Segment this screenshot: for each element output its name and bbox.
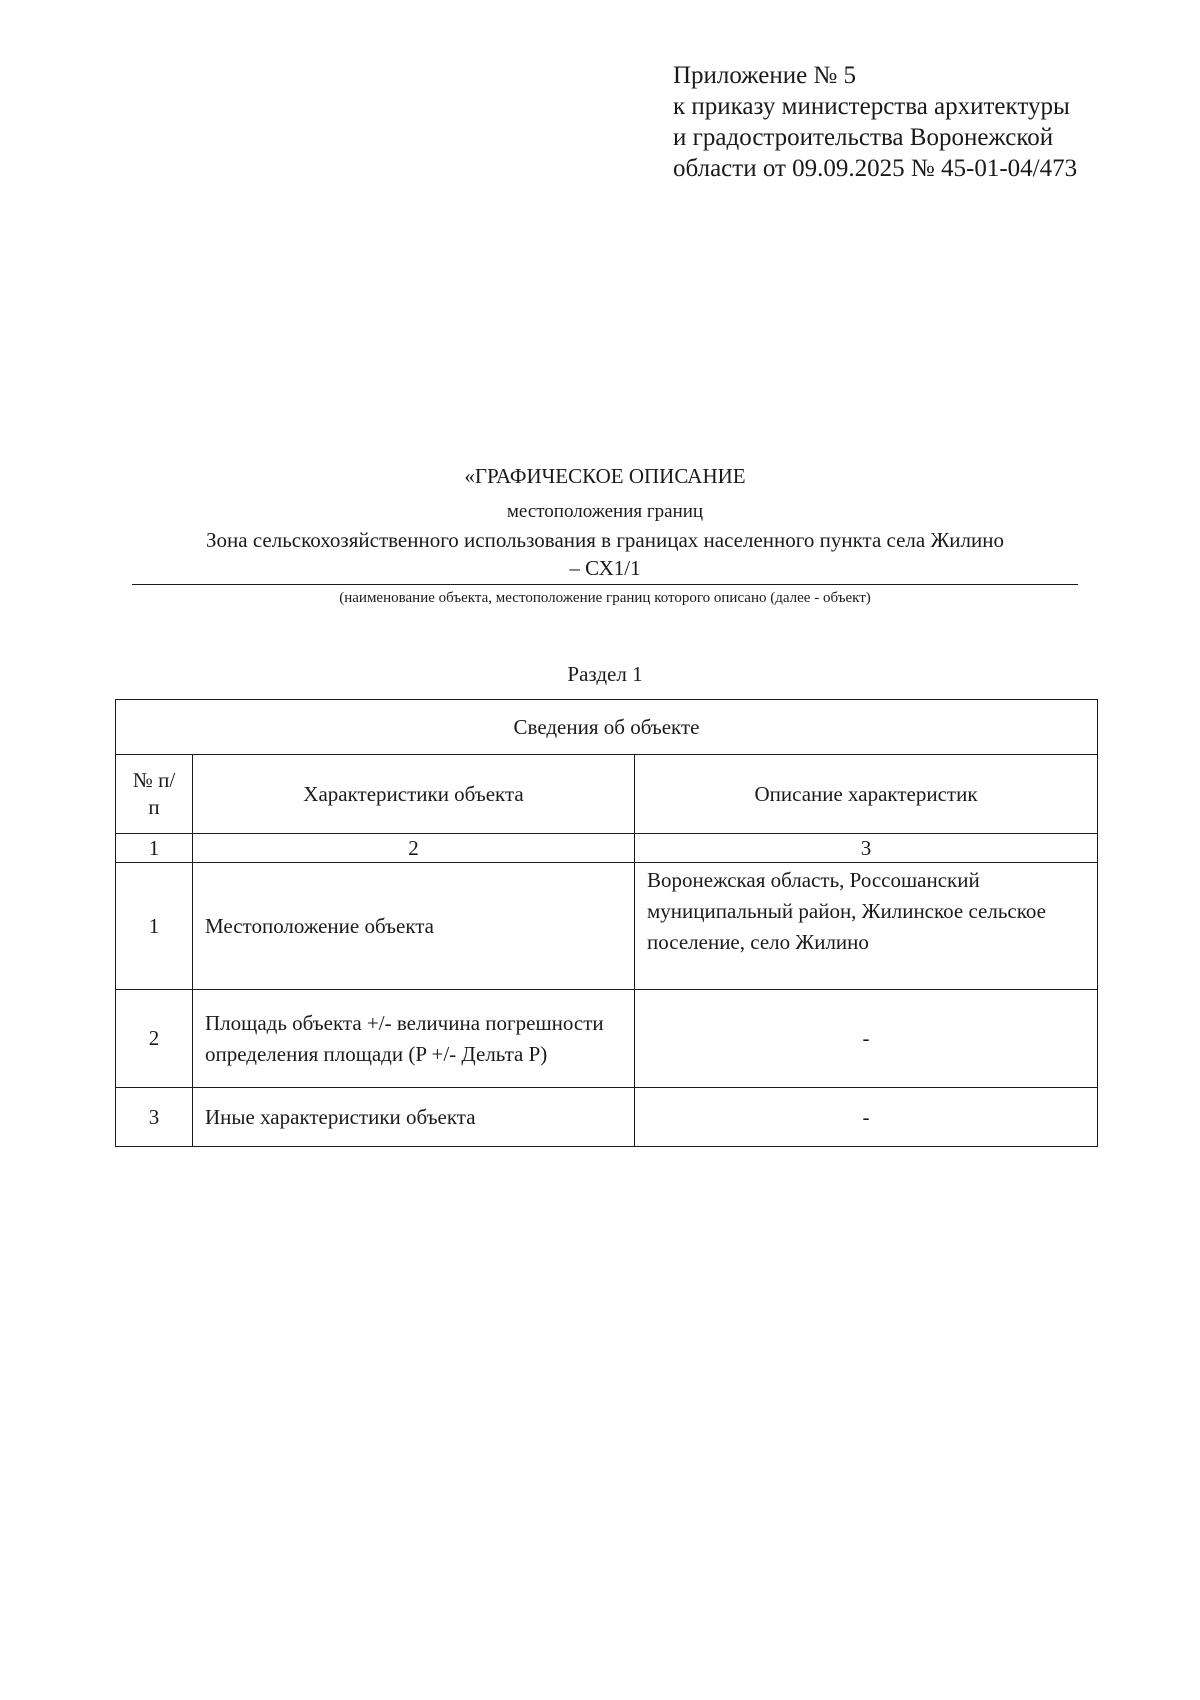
row-characteristic: Площадь объекта +/- величина погрешности определения площади (P +/- Дельта P) (193, 990, 635, 1088)
table-row (116, 1088, 1098, 1147)
column-number-row (116, 834, 1098, 863)
row-characteristic: Местоположение объекта (193, 863, 635, 990)
table-row (116, 863, 1098, 990)
row-description: - (635, 990, 1098, 1088)
row-description: - (635, 1088, 1098, 1147)
column-number: 1 (116, 834, 193, 863)
row-characteristic: Иные характеристики объекта (193, 1088, 635, 1147)
title-block (132, 462, 1078, 608)
object-name-line: – СХ1/1 (569, 556, 641, 580)
row-num: 2 (116, 990, 193, 1088)
row-description: Воронежская область, Россошанский муниципальный район, Жилинское сельское поселение, село Жилино (635, 863, 1098, 990)
header-description: Описание характеристик (635, 755, 1098, 834)
row-num: 1 (116, 863, 193, 990)
table-caption: Сведения об объекте (116, 700, 1098, 755)
column-number: 2 (193, 834, 635, 863)
section-label: Раздел 1 (567, 662, 643, 686)
header-num: № п/п (116, 755, 193, 834)
appendix-line: к приказу министерства архитектуры (673, 93, 1070, 120)
document-subtitle: местоположения границ (506, 501, 704, 522)
object-name (132, 526, 1078, 582)
appendix-line: области от 09.09.2025 № 45-01-04/473 (673, 155, 1078, 182)
row-num: 3 (116, 1088, 193, 1147)
appendix-line: и градостроительства Воронежской (673, 124, 1054, 151)
object-name-line: Зона сельскохозяйственного использования в границах населенного пункта села Жилино (206, 528, 1004, 552)
object-info-table (115, 699, 1098, 1147)
column-number: 3 (635, 834, 1098, 863)
table-header-row (116, 755, 1098, 834)
object-name-underline (132, 584, 1078, 585)
header-characteristic: Характеристики объекта (193, 755, 635, 834)
appendix-line: Приложение № 5 (673, 62, 857, 89)
table-caption-row (116, 700, 1098, 755)
document-title: «ГРАФИЧЕСКОЕ ОПИСАНИЕ (464, 464, 746, 488)
object-name-caption: (наименование объекта, местоположение границ которого описано (далее - объект) (339, 590, 871, 606)
appendix-header (673, 60, 1077, 184)
table-row (116, 990, 1098, 1088)
